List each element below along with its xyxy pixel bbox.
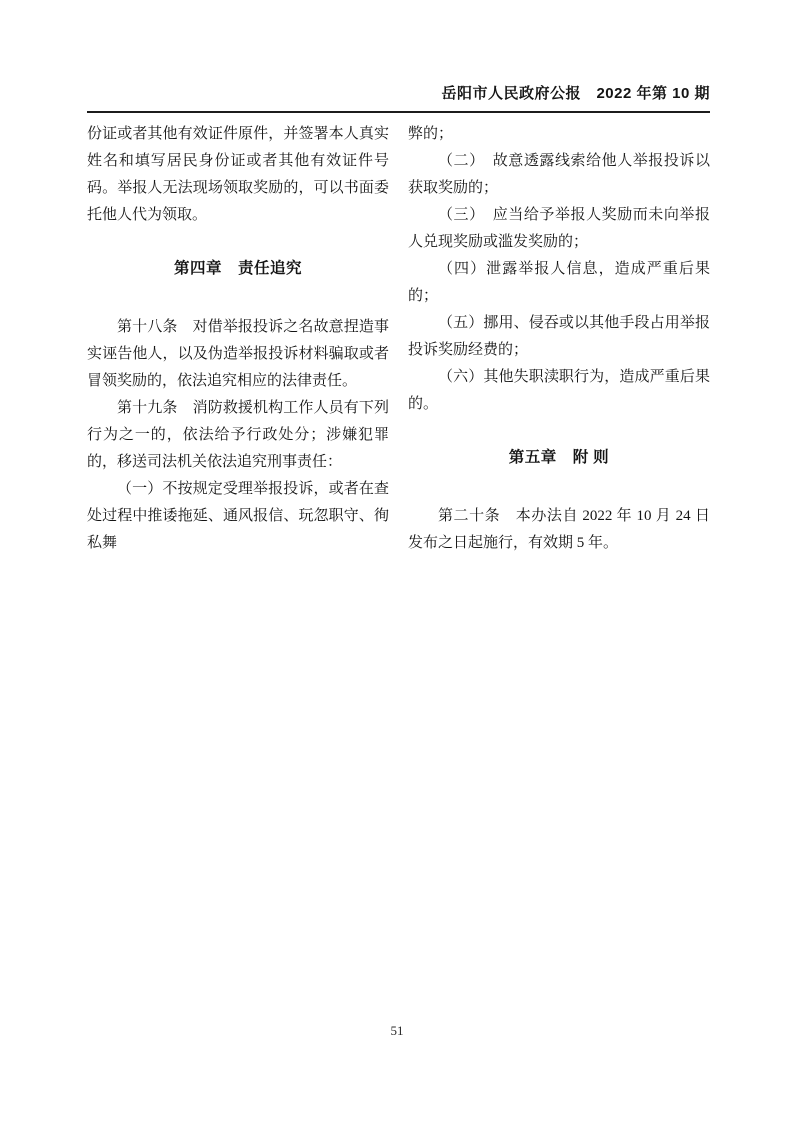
article-18-paragraph: 第十八条 对借举报投诉之名故意捏造事实诬告他人，以及伪造举报投诉材料骗取或者冒领奖励的，依法追究相应的法律责任。 xyxy=(87,319,389,389)
right-column xyxy=(408,121,710,557)
gazette-header-title: 岳阳市人民政府公报 2022 年第 10 期 xyxy=(441,85,710,102)
article-19-item-2: （二） 故意透露线索给他人举报投诉以获取奖励的； xyxy=(408,153,710,196)
chapter-4-heading: 第四章 责任追究 xyxy=(173,260,302,277)
article-19-paragraph: 第十九条 消防救援机构工作人员有下列行为之一的，依法给予行政处分；涉嫌犯罪的，移送司法机关依法追究刑事责任： xyxy=(87,400,389,470)
continuation-paragraph: 份证或者其他有效证件原件，并签署本人真实姓名和填写居民身份证或者其他有效证件号码。举报人无法现场领取奖励的，可以书面委托他人代为领取。 xyxy=(87,126,389,223)
page-number: 51 xyxy=(390,1023,404,1038)
article-19-item-4: （四）泄露举报人信息，造成严重后果的； xyxy=(408,261,710,304)
article-20-paragraph: 第二十条 本办法自 2022 年 10 月 24 日发布之日起施行，有效期 5 年。 xyxy=(408,508,710,551)
chapter-5-heading: 第五章 附 则 xyxy=(508,449,610,466)
article-19-item-1: （一）不按规定受理举报投诉，或者在查处过程中推诿拖延、通风报信、玩忽职守、徇私舞 xyxy=(87,481,389,551)
left-column xyxy=(87,121,389,557)
page-header xyxy=(87,84,710,113)
article-19-item-6: （六）其他失职渎职行为，造成严重后果的。 xyxy=(408,369,710,412)
article-19-item-5: （五）挪用、侵吞或以其他手段占用举报投诉奖励经费的； xyxy=(408,315,710,358)
page-footer xyxy=(0,1022,794,1040)
two-column-body xyxy=(87,121,710,557)
article-19-item-1-continuation: 弊的； xyxy=(408,126,454,142)
article-19-item-3: （三） 应当给予举报人奖励而未向举报人兑现奖励或滥发奖励的； xyxy=(408,207,710,250)
